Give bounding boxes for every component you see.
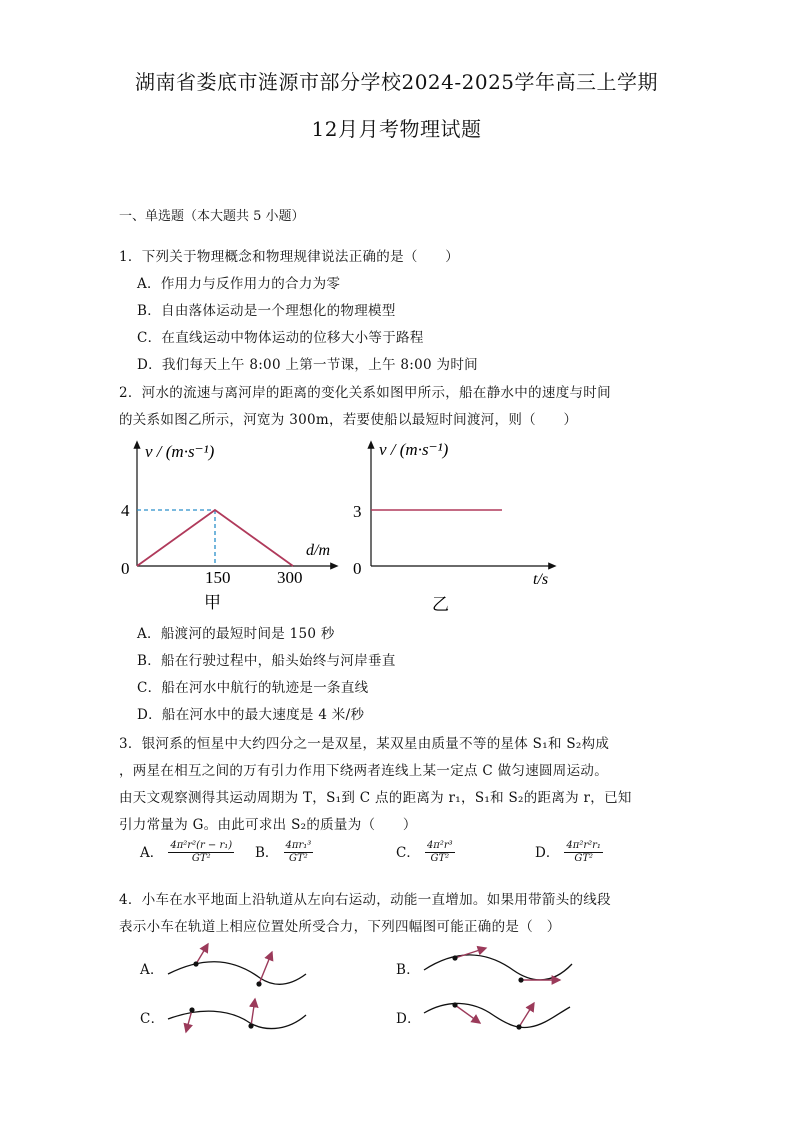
q2-stem-line1: 2．河水的流速与离河岸的距离的变化关系如图甲所示，船在静水中的速度与时间	[119, 385, 611, 401]
jia-y-label: v / (m·s⁻¹)	[145, 442, 215, 461]
q4-figure-b	[418, 940, 578, 995]
yi-x-label: t/s	[533, 571, 549, 588]
q3-option-b-numerator: 4πr₁³	[285, 840, 312, 851]
q3-option-a-label: A．	[140, 845, 164, 861]
q2-option-a: A．船渡河的最短时间是 150 秒	[137, 626, 335, 642]
q3-option-b	[255, 840, 313, 865]
q1-option-d: D．我们每天上午 8:00 上第一节课，上午 8:00 为时间	[137, 357, 478, 373]
yi-ytick-0: 0	[353, 559, 362, 578]
q4-stem-line1: 4．小车在水平地面上沿轨道从左向右运动，动能一直增加。如果用带箭头的线段	[119, 892, 611, 908]
q3-option-d	[535, 840, 603, 865]
figure-jia	[110, 430, 350, 620]
q4-option-d-label: D．	[396, 1011, 421, 1027]
jia-ytick-0: 0	[121, 559, 130, 578]
q4-stem-line2: 表示小车在轨道上相应位置处所受合力，下列四幅图可能正确的是（ ）	[119, 919, 561, 935]
q3-option-a-numerator: 4π²r²(r − r₁)	[170, 840, 233, 851]
q1-stem: 1．下列关于物理概念和物理规律说法正确的是（ ）	[119, 249, 460, 265]
page-title-line2: 12月月考物理试题	[311, 117, 482, 141]
page-title-line1: 湖南省娄底市涟源市部分学校2024-2025学年高三上学期	[134, 70, 659, 94]
q3-option-c	[396, 840, 455, 865]
jia-xtick-150: 150	[205, 568, 231, 587]
q3-stem-line4: 引力常量为 G。由此可求出 S₂的质量为（ ）	[119, 817, 417, 833]
q3-option-a	[140, 840, 234, 865]
q4-option-c-label: C．	[140, 1011, 165, 1027]
q3-option-d-numerator: 4π²r²r₁	[566, 840, 601, 851]
q3-option-a-denominator: GT²	[191, 853, 211, 864]
jia-x-label: d/m	[306, 542, 330, 559]
jia-xtick-300: 300	[277, 568, 303, 587]
q2-option-b: B．船在行驶过程中，船头始终与河岸垂直	[137, 653, 396, 669]
yi-caption: 乙	[432, 595, 449, 614]
q1-option-b: B．自由落体运动是一个理想化的物理模型	[137, 303, 396, 319]
jia-ytick-4: 4	[121, 501, 130, 520]
q3-option-b-label: B．	[255, 845, 279, 861]
q3-stem-line2: ，两星在相互之间的万有引力作用下绕两者连线上某一定点 C 做匀速圆周运动。	[119, 763, 609, 779]
q3-stem-line3: 由天文观察测得其运动周期为 T，S₁到 C 点的距离为 r₁，S₁和 S₂的距离为 r，已知	[119, 790, 632, 806]
q4-figure-c	[160, 995, 320, 1050]
q3-stem-line1: 3．银河系的恒星中大约四分之一是双星，某双星由质量不等的星体 S₁和 S₂构成	[119, 736, 610, 752]
q3-option-d-denominator: GT²	[574, 853, 594, 864]
q3-option-d-label: D．	[535, 845, 560, 861]
q3-option-c-label: C．	[396, 845, 420, 861]
q3-option-c-numerator: 4π²r³	[426, 840, 453, 851]
q1-option-c: C．在直线运动中物体运动的位移大小等于路程	[137, 330, 424, 346]
q4-option-a-label: A．	[140, 962, 164, 978]
q4-option-b-label: B．	[396, 962, 421, 978]
q3-option-c-fraction	[425, 840, 455, 865]
q1-option-a: A．作用力与反作用力的合力为零	[137, 276, 341, 292]
q3-option-b-denominator: GT²	[289, 853, 308, 864]
q2-option-d: D．船在河水中的最大速度是 4 米/秒	[137, 707, 365, 723]
jia-caption: 甲	[204, 593, 221, 612]
figure-yi	[345, 430, 560, 620]
q3-option-c-denominator: GT²	[430, 853, 450, 864]
q3-option-d-fraction	[564, 840, 603, 865]
yi-y-label: v / (m·s⁻¹)	[379, 440, 449, 459]
q2-option-c: C．船在河水中航行的轨迹是一条直线	[137, 680, 369, 696]
q2-stem-line2: 的关系如图乙所示，河宽为 300m，若要使船以最短时间渡河，则（ ）	[119, 412, 578, 428]
q3-option-a-fraction	[168, 840, 234, 865]
q4-figure-a	[160, 940, 320, 995]
q3-option-b-fraction	[284, 840, 314, 865]
section-heading: 一、单选题（本大题共 5 小题）	[119, 209, 305, 224]
q4-figure-d	[418, 995, 578, 1050]
yi-ytick-3: 3	[353, 502, 362, 521]
